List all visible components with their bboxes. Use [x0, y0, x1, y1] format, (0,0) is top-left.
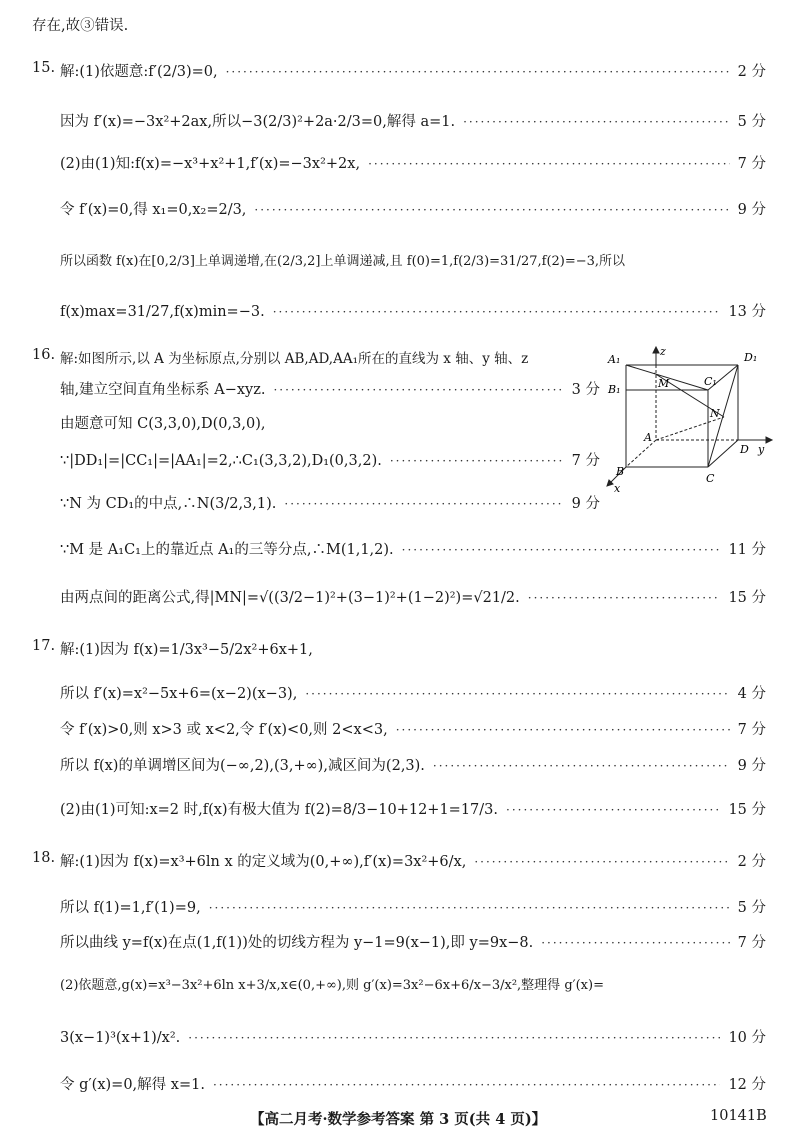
leader-dots — [528, 591, 721, 605]
score: 3 分 — [571, 382, 600, 398]
leader-dots — [273, 305, 721, 319]
q16-line-6 — [60, 538, 766, 559]
q16-line-3: 由题意可知 C(3,3,0),D(0,3,0), — [60, 416, 266, 432]
label-d: D — [740, 443, 749, 456]
cube-figure — [598, 345, 774, 495]
q16-line-7-text: 由两点间的距离公式,得|MN|=√((3/2−1)²+(3−1)²+(1−2)²)=√21/2. — [60, 590, 520, 606]
score: 4 分 — [737, 686, 766, 702]
label-b: B — [616, 465, 625, 478]
continued-text: 存在,故③错误. — [32, 18, 129, 34]
q18-line-2 — [60, 896, 766, 917]
question-number-17: 17. — [32, 638, 56, 654]
q17-line-3 — [60, 718, 766, 739]
score: 10 分 — [728, 1030, 766, 1046]
label-z: z — [660, 345, 666, 358]
leader-dots — [213, 1078, 721, 1092]
q17-line-4 — [60, 754, 766, 775]
leader-dots — [305, 687, 729, 701]
leader-dots — [209, 901, 730, 915]
q17-line-5-text: (2)由(1)可知:x=2 时,f(x)有极大值为 f(2)=8/3−10+12+1=17/3. — [60, 802, 498, 818]
question-number-15: 15. — [32, 60, 56, 76]
leader-dots — [284, 497, 563, 511]
score: 7 分 — [737, 935, 766, 951]
score: 9 分 — [571, 496, 600, 512]
label-b1: B₁ — [608, 383, 621, 396]
q16-line-4-text: ∵|DD₁|=|CC₁|=|AA₁|=2,∴C₁(3,3,2),D₁(0,3,2). — [60, 453, 382, 469]
q15-line-6 — [60, 300, 766, 321]
q15-line-4-text: 令 f′(x)=0,得 x₁=0,x₂=2/3, — [60, 202, 247, 218]
leader-dots — [463, 115, 730, 129]
z-arrow — [653, 347, 659, 353]
segment-a-n-hidden — [656, 417, 724, 440]
q18-line-1 — [60, 850, 766, 871]
q15-line-3-text: (2)由(1)知:f(x)=−x³+x²+1,f′(x)=−3x²+2x, — [60, 156, 361, 172]
score: 11 分 — [728, 542, 766, 558]
q17-line-4-text: 所以 f(x)的单调增区间为(−∞,2),(3,+∞),减区间为(2,3). — [60, 758, 425, 774]
q17-line-1: 解:(1)因为 f(x)=1/3x³−5/2x²+6x+1, — [60, 642, 313, 658]
leader-dots — [390, 454, 564, 468]
leader-dots — [368, 157, 730, 171]
q17-line-2-text: 所以 f′(x)=x²−5x+6=(x−2)(x−3), — [60, 686, 298, 702]
label-c: C — [706, 472, 715, 485]
leader-dots — [433, 759, 730, 773]
score: 15 分 — [728, 802, 766, 818]
score: 7 分 — [737, 722, 766, 738]
q16-line-6-text: ∵M 是 A₁C₁上的靠近点 A₁的三等分点,∴M(1,1,2). — [60, 542, 394, 558]
q15-line-2-text: 因为 f′(x)=−3x²+2ax,所以−3(2/3)²+2a·2/3=0,解得 a=1. — [60, 114, 456, 130]
leader-dots — [541, 936, 729, 950]
score: 9 分 — [737, 758, 766, 774]
page-footer-title: 【高二月考·数学参考答案 第 3 页(共 4 页)】 — [250, 1111, 547, 1128]
q16-line-1: 解:如图所示,以 A 为坐标原点,分别以 AB,AD,AA₁所在的直线为 x 轴、y 轴、z — [60, 351, 529, 367]
score: 7 分 — [571, 453, 600, 469]
q16-line-2 — [60, 378, 600, 399]
q15-line-3 — [60, 152, 766, 173]
score: 5 分 — [737, 114, 766, 130]
q16-line-4 — [60, 449, 600, 470]
edge-c-d — [708, 440, 738, 467]
label-x: x — [614, 482, 621, 495]
q17-line-5 — [60, 798, 766, 819]
score: 13 分 — [728, 304, 766, 320]
q16-line-5-text: ∵N 为 CD₁的中点,∴N(3/2,3,1). — [60, 496, 277, 512]
label-y: y — [758, 443, 765, 456]
leader-dots — [396, 723, 730, 737]
q16-line-5 — [60, 492, 600, 513]
leader-dots — [226, 65, 730, 79]
leader-dots — [474, 855, 729, 869]
q15-line-4 — [60, 198, 766, 219]
edge-a-b-hidden — [626, 440, 656, 467]
q16-line-7 — [60, 586, 766, 607]
score: 9 分 — [737, 202, 766, 218]
leader-dots — [188, 1031, 720, 1045]
leader-dots — [254, 203, 729, 217]
label-c1: C₁ — [704, 375, 717, 388]
leader-dots — [273, 383, 563, 397]
q18-line-5 — [60, 1026, 766, 1047]
score: 2 分 — [737, 64, 766, 80]
question-number-18: 18. — [32, 850, 56, 866]
q15-line-2 — [60, 110, 766, 131]
q18-line-6 — [60, 1073, 766, 1094]
y-arrow — [766, 437, 772, 443]
q15-line-1-text: 解:(1)依题意:f′(2/3)=0, — [60, 64, 218, 80]
label-a1: A₁ — [608, 353, 621, 366]
score: 7 分 — [737, 156, 766, 172]
leader-dots — [402, 543, 721, 557]
q18-line-5-text: 3(x−1)³(x+1)/x². — [60, 1030, 181, 1046]
q18-line-6-text: 令 g′(x)=0,解得 x=1. — [60, 1077, 205, 1093]
label-n: N — [710, 407, 720, 420]
label-a: A — [644, 431, 652, 444]
q18-line-1-text: 解:(1)因为 f(x)=x³+6ln x 的定义域为(0,+∞),f′(x)=3x²+6/x, — [60, 854, 467, 870]
q15-line-1 — [60, 60, 766, 81]
q18-line-4: (2)依题意,g(x)=x³−3x²+6ln x+3/x,x∈(0,+∞),则 g′(x)=3x²−6x+6/x−3/x²,整理得 g′(x)= — [60, 978, 604, 993]
score: 2 分 — [737, 854, 766, 870]
q18-line-3-text: 所以曲线 y=f(x)在点(1,f(1))处的切线方程为 y−1=9(x−1),即 y=9x−8. — [60, 935, 534, 951]
q18-line-2-text: 所以 f(1)=1,f′(1)=9, — [60, 900, 201, 916]
score: 12 分 — [728, 1077, 766, 1093]
q17-line-3-text: 令 f′(x)>0,则 x>3 或 x<2,令 f′(x)<0,则 2<x<3, — [60, 722, 388, 738]
leader-dots — [506, 803, 720, 817]
q18-line-3 — [60, 931, 766, 952]
q17-line-2 — [60, 682, 766, 703]
q16-line-2-text: 轴,建立空间直角坐标系 A−xyz. — [60, 382, 266, 398]
score: 15 分 — [728, 590, 766, 606]
question-number-16: 16. — [32, 347, 56, 363]
q15-line-5: 所以函数 f(x)在[0,2/3]上单调递增,在(2/3,2]上单调递减,且 f(0)=1,f(2/3)=31/27,f(2)=−3,所以 — [60, 254, 626, 269]
label-m: M — [658, 377, 670, 390]
q15-line-6-text: f(x)max=31/27,f(x)min=−3. — [60, 304, 265, 320]
label-d1: D₁ — [744, 351, 758, 364]
score: 5 分 — [737, 900, 766, 916]
page-footer-code: 10141B — [710, 1108, 767, 1124]
